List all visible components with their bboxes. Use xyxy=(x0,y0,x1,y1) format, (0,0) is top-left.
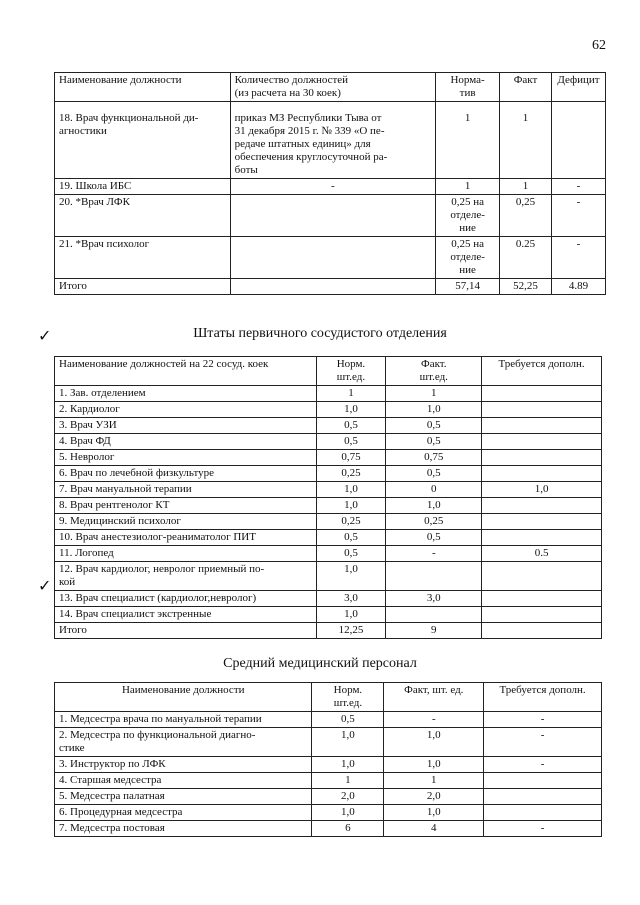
table-cell: 4.89 xyxy=(551,279,605,295)
column-header: Факт xyxy=(500,73,552,102)
table-cell: 11. Логопед xyxy=(55,546,317,562)
table-cell: 0,5 xyxy=(386,434,482,450)
table-cell: 1 xyxy=(312,773,384,789)
table-cell: - xyxy=(551,237,605,279)
table-cell xyxy=(484,805,602,821)
column-header: Норм. шт.ед. xyxy=(316,357,386,386)
table-cell: 0,75 xyxy=(316,450,386,466)
table-cell: - xyxy=(551,179,605,195)
table-cell: 10. Врач анестезиолог-реаниматолог ПИТ xyxy=(55,530,317,546)
table-cell xyxy=(482,498,602,514)
table-cell xyxy=(230,279,436,295)
table-cell xyxy=(482,386,602,402)
table-row xyxy=(55,728,602,757)
table-cell: 1,0 xyxy=(316,402,386,418)
table-cell: 5. Невролог xyxy=(55,450,317,466)
column-header: Наименование должности xyxy=(55,73,231,102)
table-cell xyxy=(482,514,602,530)
table-cell: 0,5 xyxy=(316,418,386,434)
table-row xyxy=(55,789,602,805)
table-cell: 0,75 xyxy=(386,450,482,466)
table-cell: - xyxy=(551,195,605,237)
table-cell: - xyxy=(384,712,484,728)
table-row xyxy=(55,562,602,591)
table-cell: - xyxy=(484,728,602,757)
table-cell xyxy=(386,607,482,623)
margin-mark: ✓ xyxy=(38,328,52,345)
table-cell: 8. Врач рентгенолог КТ xyxy=(55,498,317,514)
table-cell: - xyxy=(386,546,482,562)
table-row xyxy=(55,712,602,728)
table-cell: 1 xyxy=(436,102,500,179)
table-row xyxy=(55,450,602,466)
table-row xyxy=(55,418,602,434)
table-cell: 1,0 xyxy=(316,562,386,591)
table-cell xyxy=(482,434,602,450)
table-cell: 2. Кардиолог xyxy=(55,402,317,418)
table-cell: Итого xyxy=(55,623,317,639)
section-title-nursing: Средний медицинский персонал xyxy=(223,656,417,671)
table-cell: 1,0 xyxy=(312,805,384,821)
table-cell: 0,5 xyxy=(386,466,482,482)
column-header: Требуется дополн. xyxy=(484,683,602,712)
table-cell: 18. Врач функциональной ди- агностики xyxy=(55,102,231,179)
column-header: Норма- тив xyxy=(436,73,500,102)
table-cell: 1,0 xyxy=(386,498,482,514)
table-cell: 9 xyxy=(386,623,482,639)
table-cell: - xyxy=(484,712,602,728)
table-cell: 4. Старшая медсестра xyxy=(55,773,312,789)
table-row xyxy=(55,773,602,789)
table-cell xyxy=(482,418,602,434)
table-row xyxy=(55,237,606,279)
table-cell xyxy=(482,466,602,482)
table-row xyxy=(55,179,606,195)
column-header: Норм. шт.ед. xyxy=(312,683,384,712)
table-cell: 13. Врач специалист (кардиолог,невролог) xyxy=(55,591,317,607)
table-cell: 1,0 xyxy=(316,607,386,623)
table-cell: Итого xyxy=(55,279,231,295)
table-cell xyxy=(482,591,602,607)
table-cell xyxy=(482,530,602,546)
table-cell: - xyxy=(230,179,436,195)
table-cell: 0,5 xyxy=(386,530,482,546)
table-row xyxy=(55,466,602,482)
table-cell: 52,25 xyxy=(500,279,552,295)
column-header: Количество должностей (из расчета на 30 коек) xyxy=(230,73,436,102)
margin-mark: ✓ xyxy=(38,578,52,595)
table-cell: 3. Инструктор по ЛФК xyxy=(55,757,312,773)
table-cell: 57,14 xyxy=(436,279,500,295)
table-cell: 0,5 xyxy=(312,712,384,728)
table-cell: 1,0 xyxy=(316,498,386,514)
table-cell xyxy=(484,789,602,805)
table-cell: 0,5 xyxy=(316,434,386,450)
vascular-department-table xyxy=(54,356,602,639)
table-cell: 3. Врач УЗИ xyxy=(55,418,317,434)
table-cell: 1,0 xyxy=(316,482,386,498)
table-row xyxy=(55,482,602,498)
table-cell: приказ МЗ Республики Тыва от 31 декабря 2015 г. № 339 «О пе- редаче штатных единиц» для обеспечения круглосуточной ра- боты xyxy=(230,102,436,179)
table-cell: 0,25 xyxy=(316,514,386,530)
table-cell: 1. Медсестра врача по мануальной терапии xyxy=(55,712,312,728)
table-cell: 1 xyxy=(500,102,552,179)
table-cell: 9. Медицинский психолог xyxy=(55,514,317,530)
table-cell: 0,25 xyxy=(316,466,386,482)
table-row xyxy=(55,607,602,623)
section-title-vascular: Штаты первичного сосудистого отделения xyxy=(193,326,447,341)
table-cell: 12. Врач кардиолог, невролог приемный по- кой xyxy=(55,562,317,591)
header-row xyxy=(55,357,602,386)
table-row xyxy=(55,623,602,639)
table-cell: 19. Школа ИБС xyxy=(55,179,231,195)
table-cell: 2,0 xyxy=(384,789,484,805)
staffing-table-main xyxy=(54,72,606,295)
table-cell: 0,25 xyxy=(500,195,552,237)
table-cell: 6. Процедурная медсестра xyxy=(55,805,312,821)
table-cell: 20. *Врач ЛФК xyxy=(55,195,231,237)
table-cell: 4. Врач ФД xyxy=(55,434,317,450)
table-cell: 1,0 xyxy=(482,482,602,498)
table-cell: 21. *Врач психолог xyxy=(55,237,231,279)
table-row xyxy=(55,821,602,837)
table-cell: 4 xyxy=(384,821,484,837)
page-number: 62 xyxy=(592,38,606,53)
nursing-staff-table xyxy=(54,682,602,837)
table-row xyxy=(55,195,606,237)
header-row xyxy=(55,683,602,712)
table-row xyxy=(55,498,602,514)
column-header: Факт. шт.ед. xyxy=(386,357,482,386)
table-cell: 0.25 xyxy=(500,237,552,279)
table-row xyxy=(55,386,602,402)
table-cell: 1,0 xyxy=(312,728,384,757)
table-cell: 0,5 xyxy=(386,418,482,434)
table-cell: 3,0 xyxy=(316,591,386,607)
table-cell: 2,0 xyxy=(312,789,384,805)
table-cell: 5. Медсестра палатная xyxy=(55,789,312,805)
table-row xyxy=(55,102,606,179)
table-cell: 6. Врач по лечебной физкультуре xyxy=(55,466,317,482)
table-cell: 0,25 на отделе- ние xyxy=(436,237,500,279)
table-cell: 1. Зав. отделением xyxy=(55,386,317,402)
table-cell: 14. Врач специалист экстренные xyxy=(55,607,317,623)
table-cell: 1 xyxy=(386,386,482,402)
table-cell: 1,0 xyxy=(384,805,484,821)
table-cell: 12,25 xyxy=(316,623,386,639)
table-cell: 1,0 xyxy=(386,402,482,418)
table-cell xyxy=(482,562,602,591)
column-header: Дефицит xyxy=(551,73,605,102)
table-cell: 0,25 xyxy=(386,514,482,530)
table-cell: - xyxy=(484,757,602,773)
table-cell xyxy=(230,237,436,279)
table-cell: - xyxy=(484,821,602,837)
column-header: Наименование должности xyxy=(55,683,312,712)
table-cell: 1 xyxy=(436,179,500,195)
table-cell xyxy=(482,402,602,418)
table-cell: 0 xyxy=(386,482,482,498)
table-cell xyxy=(230,195,436,237)
table-row xyxy=(55,546,602,562)
table-cell: 0.5 xyxy=(482,546,602,562)
table-cell: 0,25 на отделе- ние xyxy=(436,195,500,237)
table-cell: 1 xyxy=(316,386,386,402)
table-row xyxy=(55,514,602,530)
table-row xyxy=(55,434,602,450)
table-cell: 1,0 xyxy=(312,757,384,773)
column-header: Факт, шт. ед. xyxy=(384,683,484,712)
table-cell: 7. Медсестра постовая xyxy=(55,821,312,837)
table-cell: 3,0 xyxy=(386,591,482,607)
column-header: Требуется дополн. xyxy=(482,357,602,386)
table-cell xyxy=(551,102,605,179)
table-row xyxy=(55,591,602,607)
table-cell: 1 xyxy=(500,179,552,195)
column-header: Наименование должностей на 22 сосуд. коек xyxy=(55,357,317,386)
table-cell: 0,5 xyxy=(316,546,386,562)
table-cell xyxy=(482,607,602,623)
header-row xyxy=(55,73,606,102)
table-row xyxy=(55,805,602,821)
table-cell xyxy=(482,450,602,466)
table-row xyxy=(55,530,602,546)
table-cell: 1,0 xyxy=(384,757,484,773)
table-cell: 7. Врач мануальной терапии xyxy=(55,482,317,498)
table-cell: 1,0 xyxy=(384,728,484,757)
table-row xyxy=(55,757,602,773)
table-cell xyxy=(482,623,602,639)
table-cell xyxy=(386,562,482,591)
table-row xyxy=(55,402,602,418)
table-cell: 6 xyxy=(312,821,384,837)
table-row xyxy=(55,279,606,295)
table-cell: 0,5 xyxy=(316,530,386,546)
table-cell: 2. Медсестра по функциональной диагно- стике xyxy=(55,728,312,757)
table-cell xyxy=(484,773,602,789)
table-cell: 1 xyxy=(384,773,484,789)
